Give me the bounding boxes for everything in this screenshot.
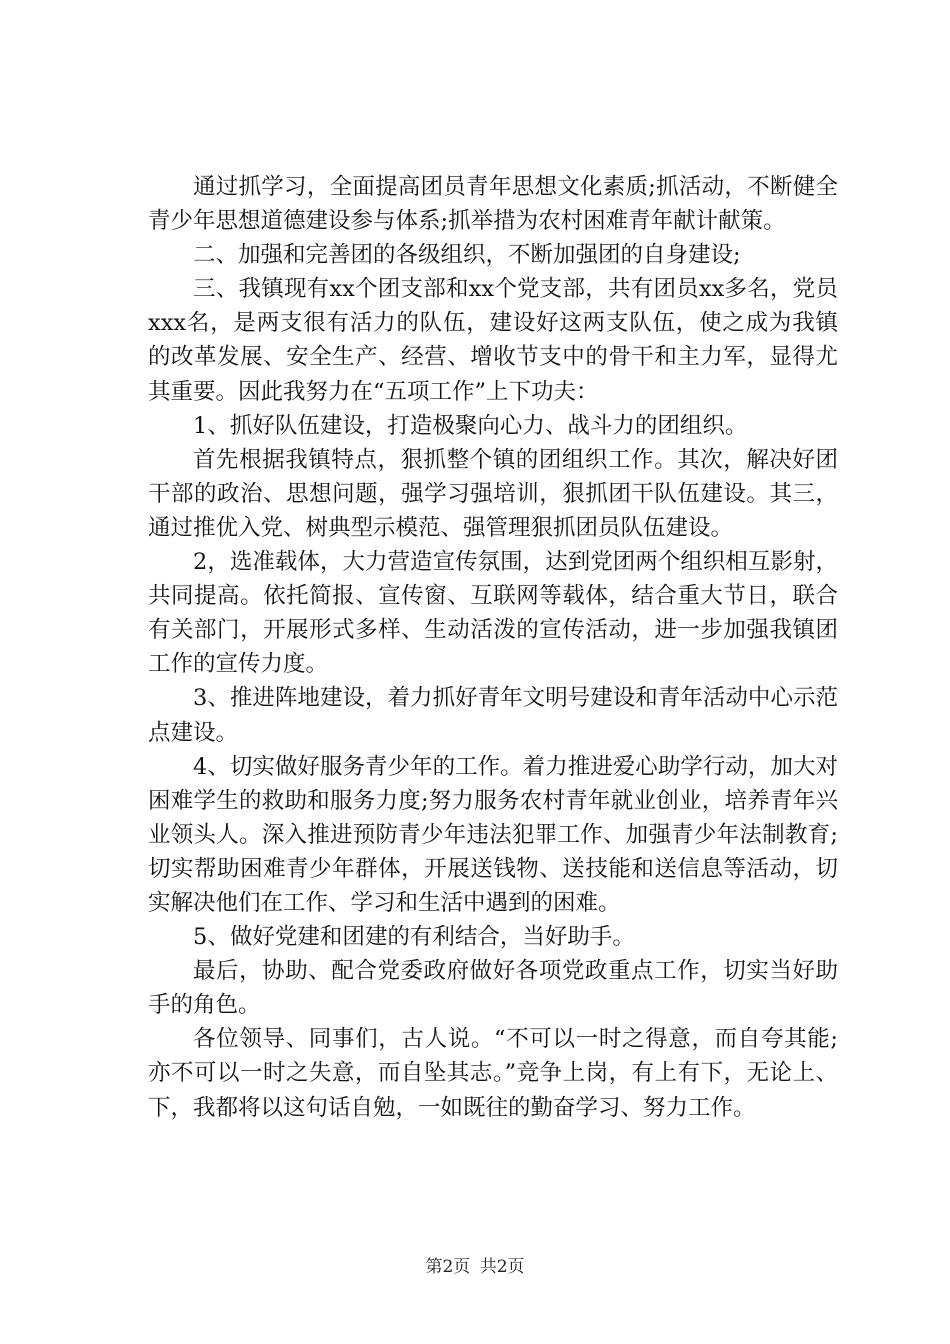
paragraph: 二、加强和完善团的各级组织，不断加强团的自身建设; — [193, 242, 741, 269]
paragraph: 首先根据我镇特点，狠抓整个镇的团组织工作。其次，解决好团干部的政治、思想问题，强学习强培训，狠抓团干队伍建设。其三，通过推优入党、树典型示模范、强管理狠抓团员队伍建设。 — [148, 446, 838, 541]
paragraph: 1、抓好队伍建设，打造极聚向心力、战斗力的团组织。 — [193, 412, 748, 439]
page-number: 第2页 — [425, 1257, 471, 1277]
paragraph: 3、推进阵地建设，着力抓好青年文明号建设和青年活动中心示范点建设。 — [148, 685, 838, 746]
paragraph: 2，选准载体，大力营造宣传氛围，达到党团两个组织相互影射，共同提高。依托简报、宣传窗、互联网等载体，结合重大节日，联合有关部门，开展形式多样、生动活泼的宣传活动，进一步加强我镇团工作的宣传力度。 — [148, 549, 838, 678]
paragraph: 三、我镇现有xx个团支部和xx个党支部，共有团员xx多名，党员xxx名，是两支很有活力的队伍，建设好这两支队伍，使之成为我镇的改革发展、安全生产、经营、增收节支中的骨干和主力军，显得尤其重要。因此我努力在“五项工作”上下功夫： — [148, 276, 838, 405]
paragraph: 4、切实做好服务青少年的工作。着力推进爱心助学行动，加大对困难学生的救助和服务力度;努力服务农村青年就业创业，培养青年兴业领头人。深入推进预防青少年违法犯罪工作、加强青少年法制教育;切实帮助困难青少年群体，开展送钱物、送技能和送信息等活动，切实解决他们在工作、学习和生活中遇到的困难。 — [148, 753, 838, 916]
paragraph: 5、做好党建和团建的有利结合，当好助手。 — [193, 924, 635, 951]
paragraph: 通过抓学习，全面提高团员青年思想文化素质;抓活动，不断健全青少年思想道德建设参与体系;抓举措为农村困难青年献计献策。 — [148, 174, 838, 235]
page-total: 共2页 — [479, 1257, 525, 1277]
paragraph: 最后，协助、配合党委政府做好各项党政重点工作，切实当好助手的角色。 — [148, 958, 838, 1019]
document-body — [148, 170, 838, 1125]
paragraph: 各位领导、同事们，古人说。“不可以一时之得意，而自夸其能;亦不可以一时之失意，而自坠其志。”竞争上岗，有上有下，无论上、下，我都将以这句话自勉，一如既往的勤奋学习、努力工作。 — [148, 1026, 838, 1121]
page-footer — [0, 1252, 950, 1277]
